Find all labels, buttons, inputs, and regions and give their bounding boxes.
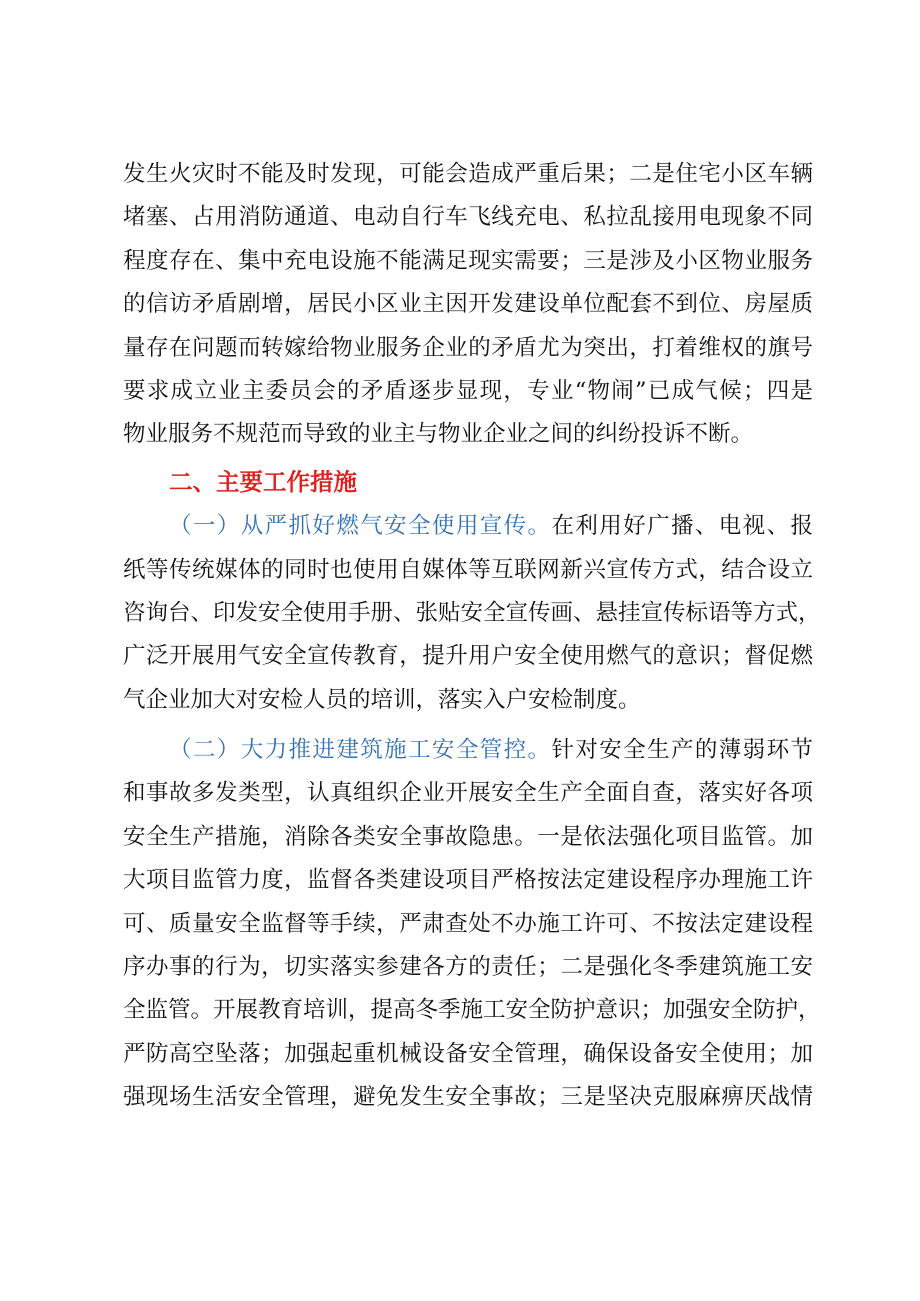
section-heading: 二、主要工作措施 — [169, 467, 357, 496]
text-line: 纸等传统媒体的同时也使用自媒体等互联网新兴宣传方式，结合设立 — [123, 556, 813, 583]
text-line-first — [123, 505, 813, 548]
text-fragment: 在利用好广播、电视、报 — [551, 513, 813, 540]
text-line: 堵塞、占用消防通道、电动自行车飞线充电、私拉乱接用电现象不同 — [123, 204, 813, 231]
text-line: 和事故多发类型，认真组织企业开展安全生产全面自查，落实好各项 — [123, 780, 813, 807]
document-page — [123, 153, 821, 1120]
text-line-first — [123, 729, 813, 772]
text-line: 发生火灾时不能及时发现，可能会造成严重后果；二是住宅小区车辆 — [123, 161, 813, 187]
subheading-1: （一）从严抓好燃气安全使用宣传。 — [169, 513, 552, 540]
text-fragment: 针对安全生产的薄弱环节 — [551, 737, 813, 764]
text-line: 的信访矛盾剧增，居民小区业主因开发建设单位配套不到位、房屋质 — [123, 291, 813, 318]
text-line: 咨询台、印发安全使用手册、张贴安全宣传画、悬挂宣传标语等方式， — [123, 599, 821, 626]
text-line: 强现场生活安全管理，避免发生安全事故；三是坚决克服麻痹厌战情 — [123, 1084, 813, 1111]
text-line: 广泛开展用气安全宣传教育，提升用户安全使用燃气的意识；督促燃 — [123, 643, 813, 670]
text-line: 序办事的行为，切实落实参建各方的责任；二是强化冬季建筑施工安 — [123, 954, 813, 981]
text-line: 安全生产措施，消除各类安全事故隐患。一是依法强化项目监管。加 — [123, 823, 813, 850]
text-line: 大项目监管力度，监督各类建设项目严格按法定建设程序办理施工许 — [123, 867, 813, 894]
text-line: 气企业加大对安检人员的培训，落实入户安检制度。 — [123, 686, 641, 713]
text-line: 程度存在、集中充电设施不能满足现实需要；三是涉及小区物业服务 — [123, 247, 813, 274]
text-line: 物业服务不规范而导致的业主与物业企业之间的纠纷投诉不断。 — [123, 421, 754, 448]
subheading-2: （二）大力推进建筑施工安全管控。 — [169, 737, 552, 764]
paragraph-1 — [123, 153, 813, 457]
text-line: 可、质量安全监督等手续，严肃查处不办施工许可、不按法定建设程 — [123, 910, 813, 937]
text-line: 严防高空坠落；加强起重机械设备安全管理，确保设备安全使用；加 — [123, 1040, 813, 1067]
text-line: 要求成立业主委员会的矛盾逐步显现，专业“物闹”已成气候；四是 — [123, 377, 813, 404]
paragraph-3 — [123, 729, 821, 1120]
paragraph-2 — [123, 505, 821, 722]
text-line: 全监管。开展教育培训，提高冬季施工安全防护意识；加强安全防护， — [123, 997, 821, 1024]
text-line: 量存在问题而转嫁给物业服务企业的矛盾尤为突出，打着维权的旗号 — [123, 334, 813, 361]
